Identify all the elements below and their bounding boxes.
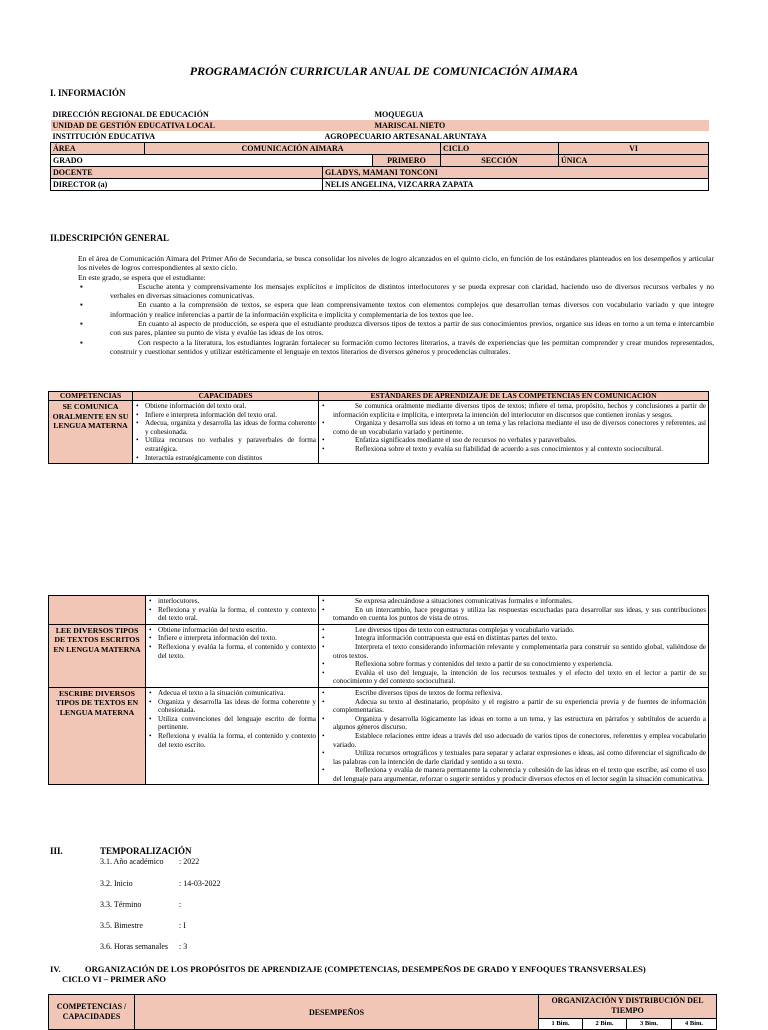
bullet-mark: ▪ (80, 281, 83, 291)
competencias-table (48, 391, 709, 464)
dre-value: MOQUEGUA (374, 110, 424, 119)
section-1-heading: I. INFORMACIÓN (50, 88, 126, 98)
tempo-label-termino: 3.3. Término (100, 900, 142, 909)
ugel-value: MARISCAL NIETO (373, 120, 709, 131)
info-row-area (51, 143, 709, 155)
ciclo-label: CICLO (441, 143, 559, 155)
document-title: PROGRAMACIÓN CURRICULAR ANUAL DE COMUNICACIÓN AIMARA (189, 64, 579, 78)
tempo-value-inicio: : 14-03-2022 (179, 879, 221, 888)
section-3-heading: TEMPORALIZACIÓN (100, 846, 192, 856)
capacidades-cell: • Obtiene información del texto escrito. • Infiere e interpreta información del texto. • Reflexiona y evalúa la forma, el contenido y contexto del texto. (146, 624, 319, 687)
comp-row-oral-cont (49, 596, 709, 625)
director-label: DIRECTOR (a) (51, 179, 323, 191)
section-4-subheading: CICLO VI – PRIMER AÑO (62, 974, 166, 984)
estandares-cell: • Lee diversos tipos de texto con estructuras complejas y vocabulario variado. • Integra información contrapuesta que está en distintas partes del texto. • Interpreta el texto considerando información relevante y complementaria para construir su sentido global, valiéndose de otros textos. • Reflexiona sobre formas y contenidos del texto a partir de su conocimiento y experiencia. • Evalúa el uso del lenguaje, la intención de los recursos textuales y el efecto del texto en el lector a partir de su conocimiento y del contexto sociocultural. (319, 624, 709, 687)
general-description (78, 254, 714, 356)
col-bim-2: 2 Bim. (583, 1018, 627, 1029)
description-bullet: ▪ Escuche atenta y comprensivamente los mensajes explícitos e implícitos de distintos interlocutores y se pueda expresar con claridad, haciendo uso de diversos recursos verbales y no verbales en diversas situaciones comunicativas. (80, 281, 714, 301)
ugel-label: UNIDAD DE GESTIÓN EDUCATIVA LOCAL (51, 120, 373, 131)
area-label: ÁREA (51, 143, 145, 155)
section-4-heading (50, 964, 718, 974)
comp-row-oral (49, 401, 709, 464)
seccion-label: SECCIÓN (441, 155, 559, 167)
capacidades-cell: • Obtiene información del texto oral. • Infiere e interpreta información del texto oral. • Adecua, organiza y desarrolla las ideas de forma coherente y cohesionada. • Utiliza recursos no verbales y paraverbales de forma estratégica. • Interactúa estratégicamente con distintos (133, 401, 319, 464)
header-estandares: ESTÁNDARES DE APRENDIZAJE DE LAS COMPETENCIAS EN COMUNICACIÓN (319, 392, 709, 401)
info-row-grado (51, 155, 709, 167)
info-table (50, 109, 709, 191)
tempo-label-ano: 3.1. Año académico (100, 857, 164, 866)
ie-value: AGROPECUARIO ARTESANAL ARUNTAYA (324, 132, 487, 141)
description-intro: En el área de Comunicación Aimara del Primer Año de Secundaria, se busca consolidar los niveles de logro alcanzados en el quinto ciclo, en función de los estándares planteados en los desempeños y articular los niveles de logros correspondientes al sexto ciclo. (78, 254, 714, 273)
info-row-dre (51, 109, 709, 120)
info-row-ugel (51, 120, 709, 131)
docente-label: DOCENTE (51, 167, 323, 179)
col-desempenos: DESEMPEÑOS (135, 995, 539, 1030)
tempo-value-termino: : (179, 900, 182, 909)
comp-table-header (49, 392, 709, 401)
seccion-value: ÚNICA (559, 155, 709, 167)
competencia-oral: SE COMUNICA ORALMENTE EN SU LENGUA MATERNA (49, 401, 133, 464)
director-value: NELIS ANGELINA, VIZCARRA ZAPATA (323, 179, 709, 191)
col-competencias-capacidades: COMPETENCIAS / CAPACIDADES (49, 995, 135, 1030)
description-bullet: ▪ En cuanto al aspecto de producción, se espera que el estudiante produzca diversos tipos de textos a partir de sus conocimientos previos, organice sus ideas en torno a un tema e intercambie con sus pares, plantee su punto de vista y evalúe las ideas de los otros. (80, 319, 714, 338)
grado-value: PRIMERO (373, 155, 441, 167)
tempo-label-inicio: 3.2. Inicio (100, 879, 133, 888)
docente-value: GLADYS, MAMANI TONCONI (323, 167, 709, 179)
competencias-table-continued (48, 595, 709, 785)
dre-label: DIRECCIÓN REGIONAL DE EDUCACIÓN (52, 110, 209, 119)
competencia-lee: LEE DIVERSOS TIPOS DE TEXTOS ESCRITOS EN LENGUA MATERNA (49, 624, 146, 687)
col-organizacion-tiempo: ORGANIZACIÓN Y DISTRIBUCIÓN DEL TIEMPO (539, 995, 717, 1019)
section-4-number: IV. (50, 964, 61, 974)
tempo-value-ano: : 2022 (179, 857, 200, 866)
comp-row-escribe (49, 687, 709, 785)
bullet-mark: ▪ (80, 337, 83, 347)
bullet-mark: ▪ (80, 300, 83, 310)
description-bullet: ▪ Con respecto a la literatura, los estudiantes lograrán fortalecer su formación como lectores literarios, a través de experiencias que les permitan comprender y crear mundos representados, construir y cuestionar sentidos y utilizar estéticamente el lenguaje en textos literarios de diversos géneros y procedencias culturales. (80, 337, 714, 356)
tempo-label-horas: 3.6. Horas semanales (100, 942, 168, 951)
tempo-value-bimestre: : I (179, 921, 186, 930)
header-competencias: COMPETENCIAS (49, 392, 133, 401)
section-2-heading: II.DESCRIPCIÓN GENERAL (50, 233, 170, 243)
ciclo-value: VI (559, 143, 709, 155)
capacidades-cell: • interlocutores. • Reflexiona y evalúa la forma, el contexto y contexto del texto oral. (146, 596, 319, 625)
grado-label: GRADO (51, 155, 373, 167)
section-4-title: ORGANIZACIÓN DE LOS PROPÓSITOS DE APRENDIZAJE (COMPETENCIAS, DESEMPEÑOS DE GRADO Y ENFOQUES TRANSVERSALES) (84, 964, 646, 974)
section-3-number: III. (50, 846, 63, 856)
info-row-ie (51, 131, 709, 143)
header-capacidades: CAPACIDADES (133, 392, 319, 401)
estandares-cell: • Se expresa adecuándose a situaciones comunicativas formales e informales. • En un intercambio, hace preguntas y utiliza las respuestas escuchadas para desarrollar sus ideas, y sus contribuciones tomando en cuenta los puntos de vista de otros. (319, 596, 709, 625)
bullet-mark: ▪ (80, 319, 83, 329)
info-row-director (51, 179, 709, 191)
estandares-cell: • Escribe diversos tipos de textos de forma reflexiva. • Adecua su texto al destinatario, propósito y el registro a partir de su experiencia previa y de fuentes de información complementarias. • Organiza y desarrolla lógicamente las ideas en torno a un tema, y las estructura en párrafos y subtítulos de acuerdo a algunos géneros discurso. • Establece relaciones entre ideas a través del uso adecuado de varios tipos de conectores, referentes y emplea vocabulario variado. • Utiliza recursos ortográficos y textuales para separar y aclarar expresiones e ideas, así como diferenciar el significado de las palabras con la intención de darle claridad y sentido a su texto. • Reflexiona y evalúa de manera permanente la coherencia y cohesión de las ideas en el texto que escribe, así como el uso del lenguaje para argumentar, reforzar o sugerir sentidos y producir diversos efectos en el lector según la situación comunicativa. (319, 687, 709, 785)
tempo-value-horas: : 3 (179, 942, 188, 951)
col-bim-1: 1 Bim. (539, 1018, 583, 1029)
comp-row-lee (49, 624, 709, 687)
info-row-docente (51, 167, 709, 179)
competencia-oral-cont (49, 596, 146, 625)
competencia-escribe: ESCRIBE DIVERSOS TIPOS DE TEXTOS EN LENGUA MATERNA (49, 687, 146, 785)
tempo-label-bimestre: 3.5. Bimestre (100, 921, 143, 930)
col-bim-4: 4 Bim. (672, 1018, 717, 1029)
capacidades-cell: • Adecua el texto a la situación comunicativa. • Organiza y desarrolla las ideas de forma coherente y cohesionada. • Utiliza convenciones del lenguaje escrito de forma pertinente. • Reflexiona y evalúa la forma, el contenido y contexto del texto escrito. (146, 687, 319, 785)
description-bullet: ▪ En cuanto a la comprensión de textos, se espera que lean comprensivamente textos con elementos complejos que desarrollan temas diversos con vocabulario variado y que integre información y realice inferencias a partir de la información explícita e implícita y complementaria de los textos que lee. (80, 300, 714, 319)
ie-label: INSTITUCIÓN EDUCATIVA (52, 132, 156, 141)
estandares-cell: • Se comunica oralmente mediante diversos tipos de textos; infiere el tema, propósito, hechos y conclusiones a partir de información explícita e implícita, e interpreta la intención del interlocutor en discursos que contienen ironías y sesgos. • Organiza y desarrolla sus ideas en torno a un tema y las relaciona mediante el uso de diversos conectores y referentes, así como de un vocabulario variado y pertinente. • Enfatiza significados mediante el uso de recursos no verbales y paraverbales. • Reflexiona sobre el texto y evalúa su fiabilidad de acuerdo a sus conocimientos y al contexto sociocultural. (319, 401, 709, 464)
description-intro-2: En este grado, se espera que el estudiante: (78, 272, 206, 282)
area-value: COMUNICACIÓN AIMARA (145, 143, 441, 155)
desempenos-table (48, 994, 717, 1030)
col-bim-3: 3 Bim. (627, 1018, 672, 1029)
